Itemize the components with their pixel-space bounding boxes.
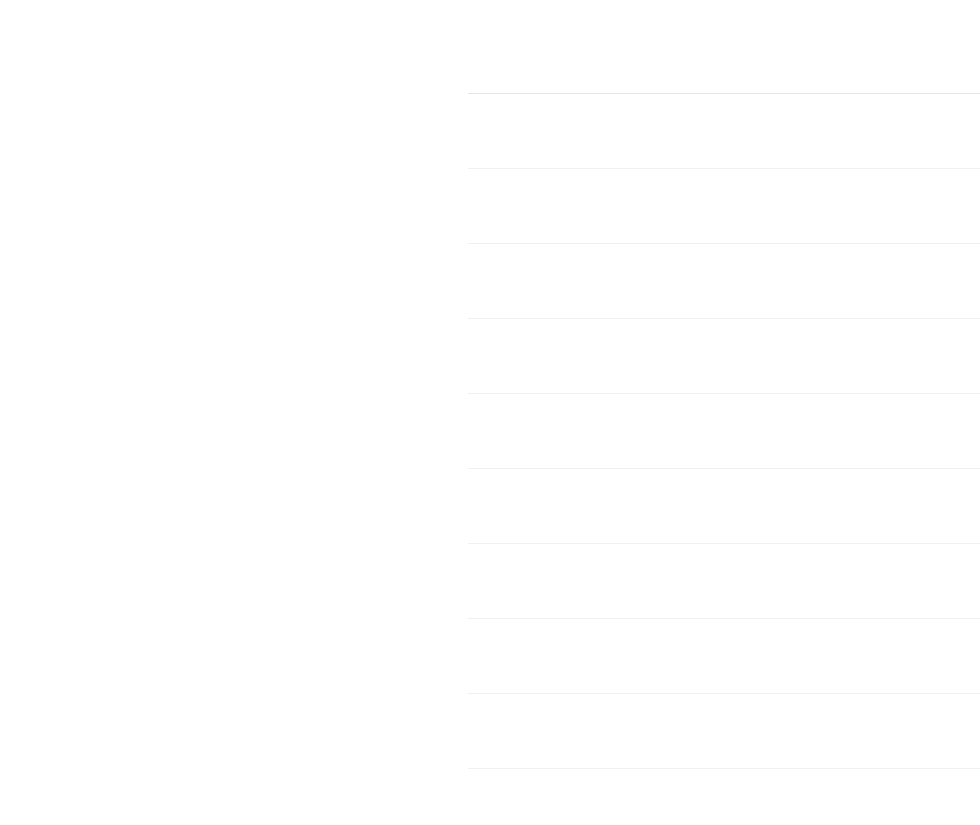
table-row[interactable] [468,169,980,244]
table-row[interactable] [468,394,980,469]
table-row[interactable] [468,544,980,619]
data-table [468,0,980,766]
table-row[interactable] [468,244,980,319]
table-row[interactable] [468,94,980,169]
left-panel [0,0,468,825]
table-row[interactable] [468,319,980,394]
table-row[interactable] [468,469,980,544]
table-header [468,0,980,94]
table-row[interactable] [468,694,980,769]
table-row[interactable] [468,619,980,694]
